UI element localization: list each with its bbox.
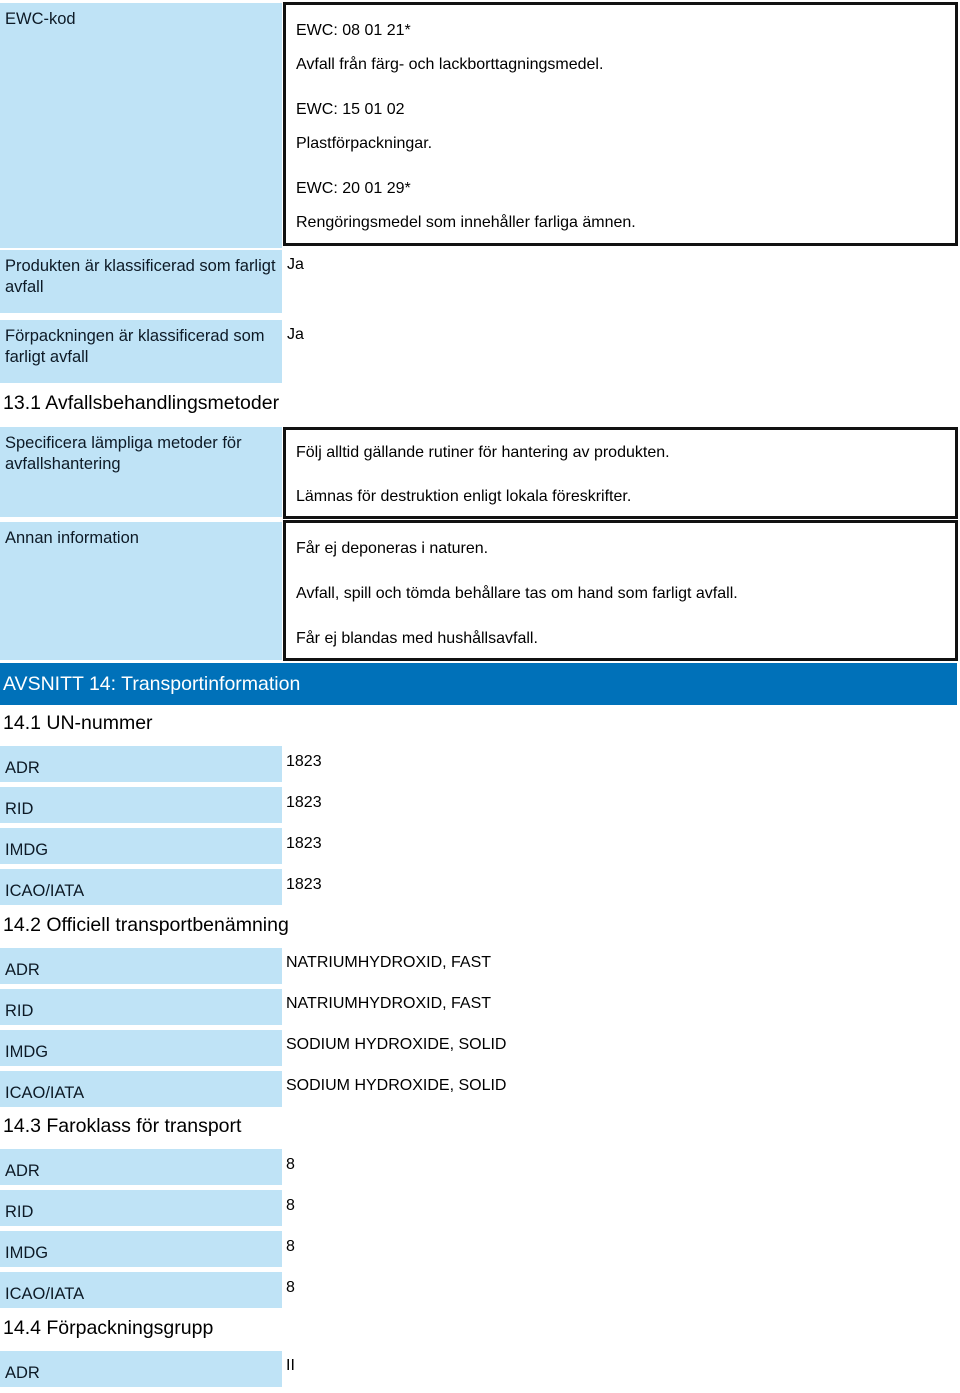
transport-mode-value: NATRIUMHYDROXID, FAST (286, 954, 492, 971)
transport-mode-label: RID (0, 1190, 282, 1226)
ewc-line: EWC: 08 01 21* (296, 22, 411, 39)
transport-mode-value: 1823 (286, 753, 322, 770)
heading-14-4: 14.4 Förpackningsgrupp (3, 1317, 214, 1339)
transport-mode-value: 1823 (286, 794, 322, 811)
transport-mode-label: ADR (0, 1149, 282, 1185)
product-hazardous-label-text: Produkten är klassificerad som farligt avfall (5, 257, 276, 296)
transport-mode-value: 1823 (286, 835, 322, 852)
product-hazardous-value: Ja (287, 256, 304, 273)
heading-14-1: 14.1 UN-nummer (3, 712, 153, 734)
heading-14-2: 14.2 Officiell transportbenämning (3, 914, 289, 936)
disposal-methods-label (0, 427, 282, 517)
ewc-code-label-text: EWC-kod (5, 10, 76, 28)
transport-mode-label: ICAO/IATA (0, 1071, 282, 1107)
packaging-hazardous-label-text: Förpackningen är klassificerad som farligt avfall (5, 327, 265, 366)
transport-mode-label: ICAO/IATA (0, 1272, 282, 1308)
packaging-hazardous-value: Ja (287, 326, 304, 343)
transport-mode-label: ICAO/IATA (0, 869, 282, 905)
ewc-line: Plastförpackningar. (296, 135, 433, 152)
ewc-line: Avfall från färg- och lackborttagningsmedel. (296, 56, 604, 73)
transport-mode-value: SODIUM HYDROXIDE, SOLID (286, 1077, 507, 1094)
ewc-line: EWC: 20 01 29* (296, 180, 411, 197)
section-14-banner: AVSNITT 14: Transportinformation (0, 663, 957, 705)
transport-mode-value: NATRIUMHYDROXID, FAST (286, 995, 492, 1012)
other-line: Avfall, spill och tömda behållare tas om hand som farligt avfall. (296, 585, 738, 602)
product-hazardous-label (0, 250, 282, 313)
other-line: Får ej deponeras i naturen. (296, 540, 489, 557)
transport-mode-value: 8 (286, 1279, 295, 1296)
transport-mode-value: 8 (286, 1238, 295, 1255)
methods-line: Följ alltid gällande rutiner för hantering av produkten. (296, 444, 670, 461)
disposal-methods-box (283, 427, 958, 519)
transport-mode-label: RID (0, 787, 282, 823)
transport-mode-label: IMDG (0, 1231, 282, 1267)
transport-mode-value: II (286, 1357, 295, 1374)
other-line: Får ej blandas med hushållsavfall. (296, 630, 538, 647)
heading-13-1: 13.1 Avfallsbehandlingsmetoder (3, 392, 280, 414)
methods-line: Lämnas för destruktion enligt lokala föreskrifter. (296, 488, 632, 505)
transport-mode-value: SODIUM HYDROXIDE, SOLID (286, 1036, 507, 1053)
ewc-line: EWC: 15 01 02 (296, 101, 405, 118)
transport-mode-value: 8 (286, 1156, 295, 1173)
transport-mode-label: ADR (0, 1351, 282, 1387)
transport-mode-value: 1823 (286, 876, 322, 893)
other-info-box (283, 520, 958, 661)
transport-mode-value: 8 (286, 1197, 295, 1214)
ewc-code-box (283, 2, 958, 246)
other-info-label (0, 522, 282, 660)
other-info-label-text: Annan information (5, 529, 139, 547)
transport-mode-label: IMDG (0, 828, 282, 864)
transport-mode-label: ADR (0, 746, 282, 782)
disposal-methods-label-text: Specificera lämpliga metoder för avfallshantering (5, 434, 242, 473)
transport-mode-label: RID (0, 989, 282, 1025)
transport-mode-label: IMDG (0, 1030, 282, 1066)
transport-mode-label: ADR (0, 948, 282, 984)
ewc-code-label (0, 3, 282, 248)
packaging-hazardous-label (0, 320, 282, 383)
heading-14-3: 14.3 Faroklass för transport (3, 1115, 242, 1137)
ewc-line: Rengöringsmedel som innehåller farliga ämnen. (296, 214, 636, 231)
